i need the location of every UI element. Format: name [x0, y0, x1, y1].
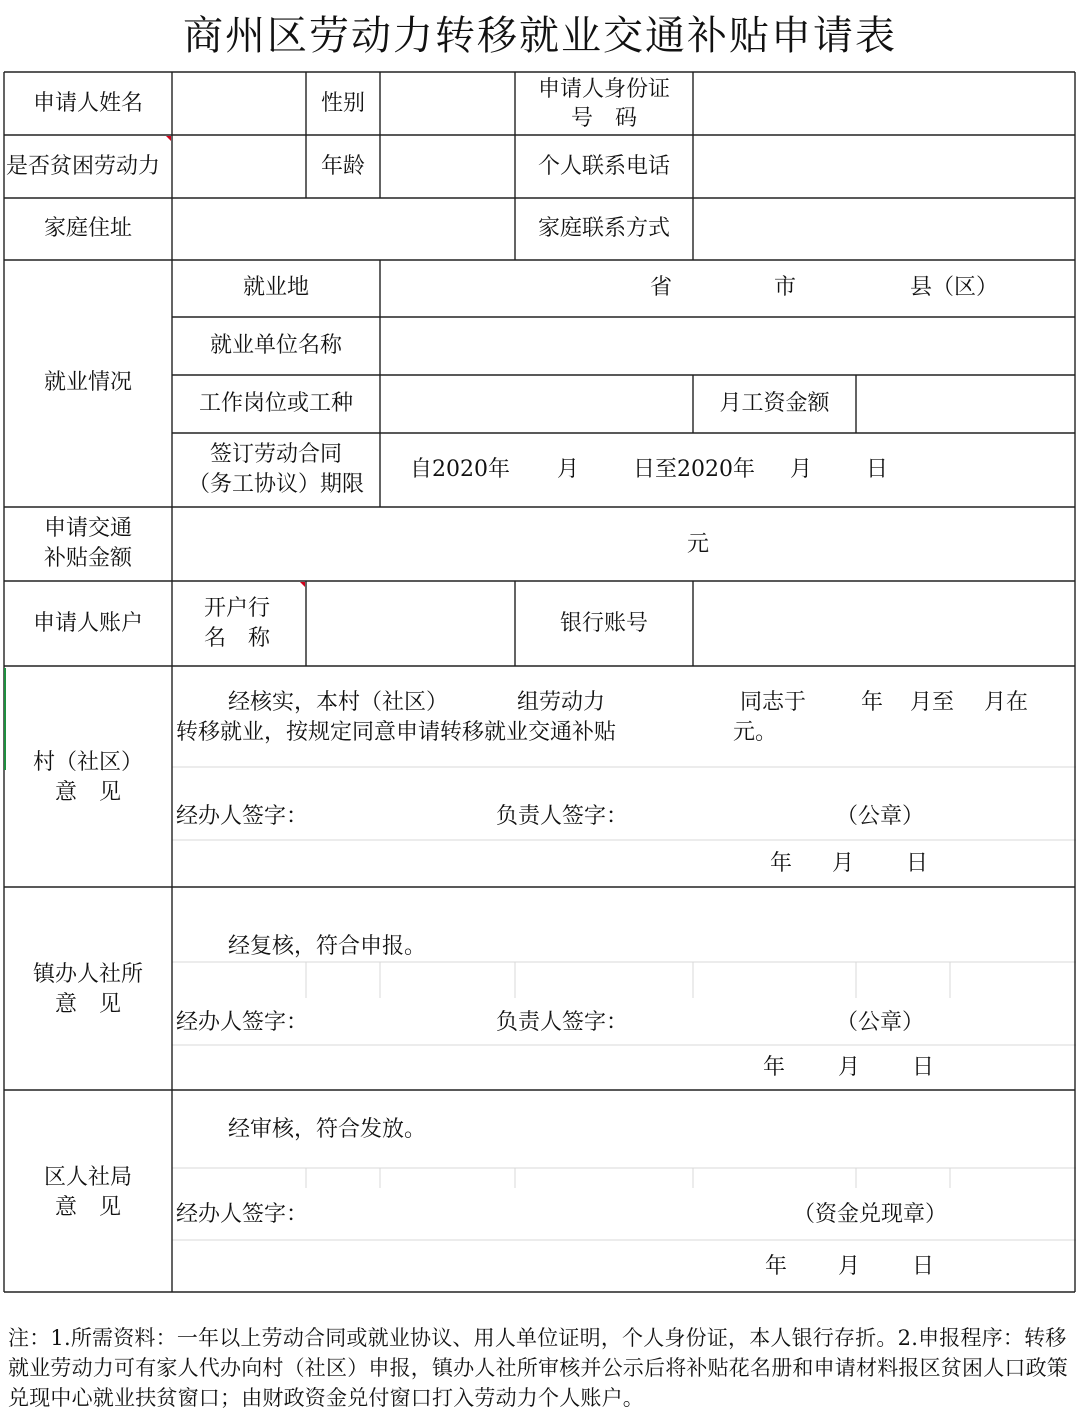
gender-label: 性别 [320, 91, 365, 116]
applicant-name-field[interactable] [174, 74, 304, 133]
town-label-line2: 意 见 [54, 992, 121, 1017]
age-label: 年龄 [320, 154, 365, 179]
town-month: 月 [838, 1055, 861, 1080]
town-handler-sign: 经办人签字： [176, 1010, 309, 1035]
district-day: 日 [912, 1254, 935, 1279]
home-address-field[interactable] [174, 200, 513, 258]
village-handler-sign: 经办人签字： [176, 804, 309, 829]
district-seal: （资金兑现章） [793, 1202, 948, 1227]
village-text-d: 年 [861, 690, 884, 715]
poor-labor-label: 是否贫困劳动力 [6, 154, 161, 179]
district-label-line2: 意 见 [54, 1195, 121, 1220]
subsidy-amount-field[interactable] [174, 509, 1073, 579]
account-label: 申请人账户 [32, 611, 143, 636]
family-contact-field[interactable] [695, 200, 1073, 258]
applicant-name-label: 申请人姓名 [32, 91, 143, 116]
personal-phone-field[interactable] [695, 137, 1073, 196]
village-label-line2: 意 见 [54, 780, 121, 805]
village-month: 月 [832, 851, 855, 876]
bank-name-label-line2: 名 称 [204, 626, 271, 651]
contract-day2: 日 [866, 457, 889, 482]
town-seal: （公章） [836, 1010, 925, 1035]
bank-account-label: 银行账号 [559, 611, 648, 636]
bank-name-field[interactable] [308, 583, 513, 664]
age-field[interactable] [382, 137, 513, 196]
contract-day-to: 日至2020年 [633, 457, 755, 482]
yuan-label: 元 [687, 532, 710, 557]
town-year: 年 [763, 1055, 786, 1080]
family-contact-label: 家庭联系方式 [537, 216, 670, 241]
monthly-salary-field[interactable] [858, 377, 1073, 431]
contract-label-line1: 签订劳动合同 [209, 442, 342, 467]
province-label: 省 [650, 275, 673, 300]
town-text: 经复核，符合申报。 [228, 934, 427, 959]
subsidy-label-line1: 申请交通 [43, 516, 132, 541]
county-label: 县（区） [910, 275, 999, 300]
district-text: 经审核，符合发放。 [228, 1117, 427, 1142]
footnote: 注：1.所需资料：一年以上劳动合同或就业协议、用人单位证明，个人身份证，本人银行存折。2.申报程序：转移就业劳动力可有家人代办向村（社区）申报，镇办人社所审核并公示后将补贴花名册和申请材料报区贫困人口政策兑现中心就业扶贫窗口；由财政资金兑付窗口打入劳动力个人账户。 [8, 1326, 1068, 1410]
town-day: 日 [912, 1055, 935, 1080]
work-place-label: 就业地 [242, 275, 309, 300]
district-handler-sign: 经办人签字： [176, 1202, 309, 1227]
village-text-yuan: 元。 [733, 720, 778, 745]
village-leader-sign: 负责人签字： [496, 804, 629, 829]
id-number-field[interactable] [695, 74, 1073, 133]
town-leader-sign: 负责人签字： [496, 1010, 629, 1035]
village-text-f: 月在 [984, 690, 1029, 715]
contract-label-line2: （务工协议）期限 [187, 472, 364, 497]
bank-account-field[interactable] [695, 583, 1073, 664]
contract-month2: 月 [790, 457, 813, 482]
village-text-e: 月至 [910, 690, 955, 715]
home-address-label: 家庭住址 [43, 216, 132, 241]
village-day: 日 [906, 851, 929, 876]
contract-from: 自2020年 [410, 457, 510, 482]
employer-name-field[interactable] [382, 319, 1073, 373]
village-text-a: 经核实，本村（社区） [228, 690, 449, 715]
id-number-label-line2: 号 码 [570, 106, 637, 131]
district-year: 年 [765, 1254, 788, 1279]
village-seal: （公章） [836, 804, 925, 829]
village-text-b: 组劳动力 [517, 690, 606, 715]
job-post-label: 工作岗位或工种 [198, 391, 353, 416]
district-label-line1: 区人社局 [43, 1165, 132, 1190]
gender-field[interactable] [382, 74, 513, 133]
personal-phone-label: 个人联系电话 [537, 154, 670, 179]
employer-name-label: 就业单位名称 [209, 333, 342, 358]
subsidy-label-line2: 补贴金额 [43, 546, 132, 571]
district-month: 月 [838, 1254, 861, 1279]
town-label-line1: 镇办人社所 [32, 962, 143, 987]
city-label: 市 [774, 275, 797, 300]
form-title: 商州区劳动力转移就业交通补贴申请表 [183, 13, 897, 59]
id-number-label-line1: 申请人身份证 [537, 77, 670, 102]
village-text-c: 同志于 [740, 690, 807, 715]
village-year: 年 [770, 851, 793, 876]
village-text-line2: 转移就业，按规定同意申请转移就业交通补贴 [176, 720, 617, 745]
employment-status-label: 就业情况 [43, 370, 132, 395]
comment-marker [300, 582, 305, 587]
monthly-salary-label: 月工资金额 [719, 391, 830, 416]
comment-marker [166, 136, 171, 141]
bank-name-label-line1: 开户行 [204, 596, 271, 621]
village-label-line1: 村（社区） [32, 750, 143, 775]
contract-month1: 月 [557, 457, 580, 482]
job-post-field[interactable] [382, 377, 691, 431]
